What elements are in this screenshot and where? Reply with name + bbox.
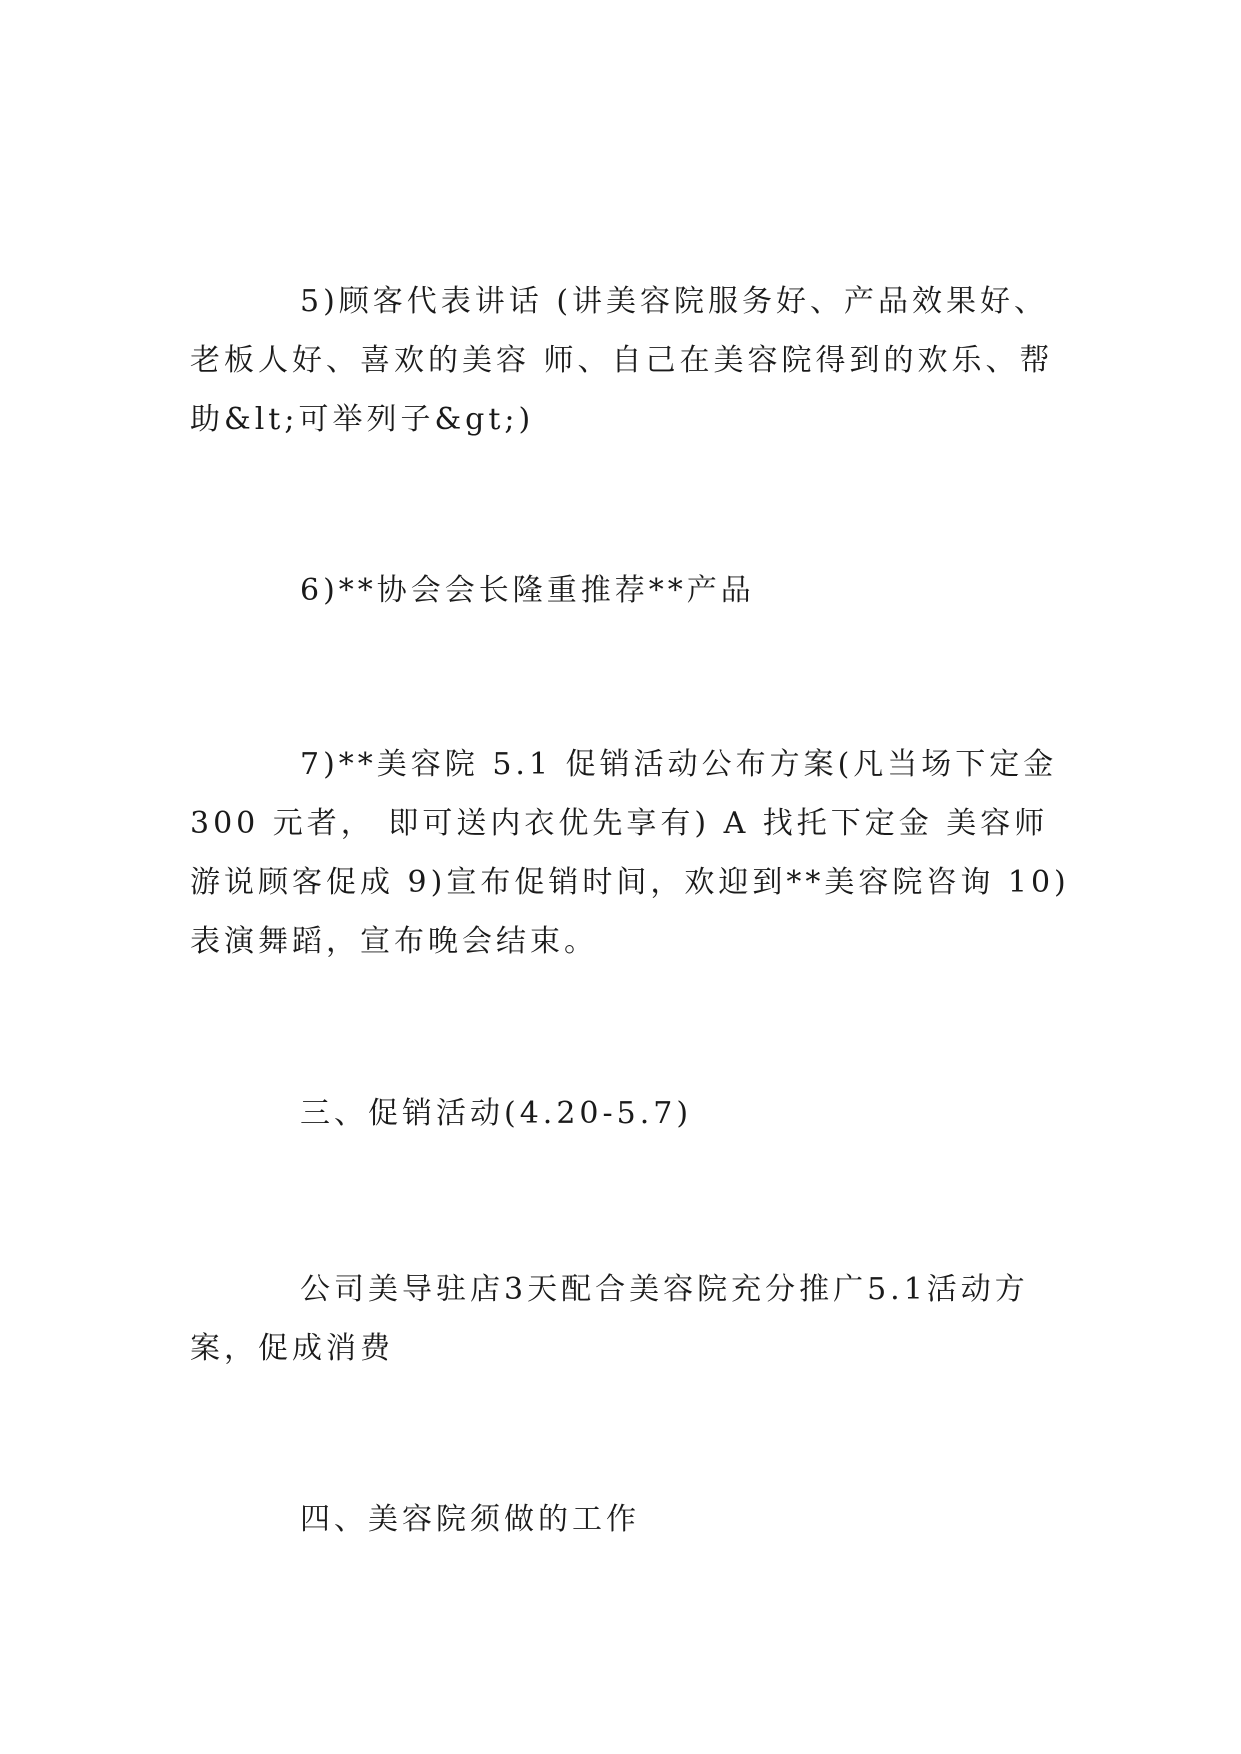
paragraph-text: 6)**协会会长隆重推荐**产品 bbox=[300, 573, 755, 608]
paragraph-store-support bbox=[190, 1260, 1070, 1378]
paragraph-customer-speech bbox=[190, 272, 1070, 449]
paragraph-text: 5)顾客代表讲话 (讲美容院服务好、产品效果好、老板人好、喜欢的美容 师、自己在美容院得到的欢乐、帮助&lt;可举列子&gt;) bbox=[190, 284, 1054, 437]
paragraph-text: 公司美导驻店3天配合美容院充分推广5.1活动方案，促成消费 bbox=[190, 1272, 1029, 1366]
section-heading-salon-work: 四、美容院须做的工作 bbox=[300, 1502, 640, 1537]
paragraph-text: 7)**美容院 5.1 促销活动公布方案(凡当场下定金 300 元者， 即可送内衣优先享有) A 找托下定金 美容师游说顾客促成 9)宣布促销时间，欢迎到**美容院咨询 10)表演舞蹈，宣布晚会结束。 bbox=[190, 747, 1071, 959]
paragraph-promotion-plan bbox=[190, 735, 1070, 971]
paragraph-association-recommend bbox=[190, 561, 1070, 620]
section-heading-promotion: 三、促销活动(4.20-5.7) bbox=[300, 1096, 693, 1131]
